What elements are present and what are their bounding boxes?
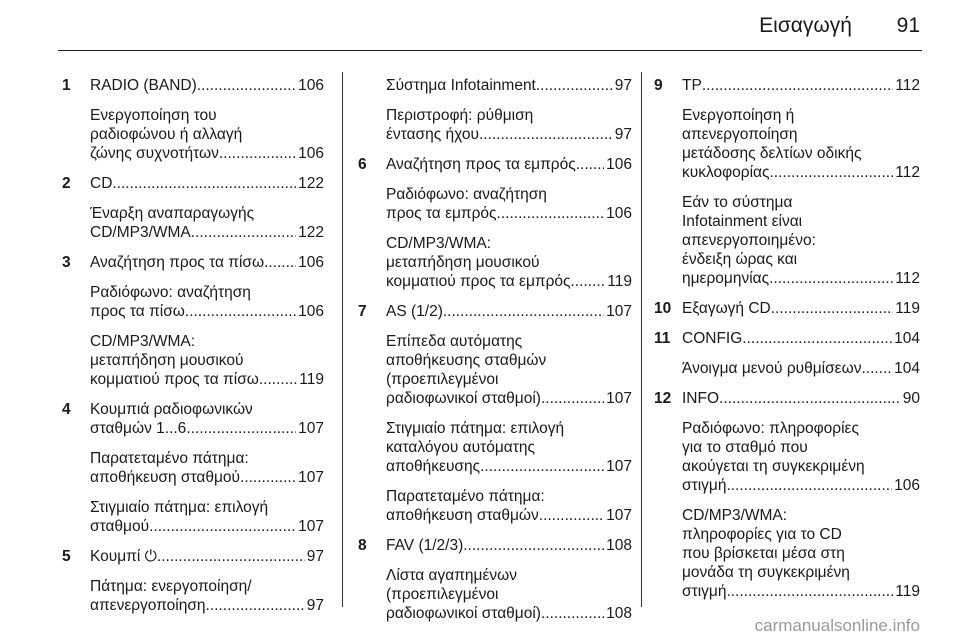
entry-text-line: Παρατεταμένο πάτημα: xyxy=(90,450,249,467)
dot-leader xyxy=(479,125,613,144)
entry-page-ref[interactable] xyxy=(386,457,632,476)
entry-label: αποθήκευση σταθμών xyxy=(386,507,539,524)
entry-text-line: ακούγεται τη συγκεκριμένη xyxy=(682,458,865,475)
entry-page-ref[interactable] xyxy=(386,272,632,291)
entry-page-ref[interactable] xyxy=(386,536,632,555)
entry-text-line: μεταπήδηση μουσικού xyxy=(90,352,244,369)
entry-page-number: 107 xyxy=(298,518,324,535)
entry-label: FAV (1/2/3) xyxy=(386,537,464,554)
page-number: 91 xyxy=(896,14,920,37)
dot-leader xyxy=(571,272,606,291)
dot-leader xyxy=(157,547,305,566)
entry-number: 7 xyxy=(358,303,367,320)
entry-text-line: Επίπεδα αυτόματης xyxy=(386,333,523,350)
entry-page-number: 112 xyxy=(895,77,920,94)
entry-label: ζώνης συχνοτήτων xyxy=(90,145,219,162)
entry-label: αποθήκευση σταθμού xyxy=(90,469,241,486)
header-rule xyxy=(58,50,922,51)
entry-page-number: 97 xyxy=(614,126,632,143)
column-2 xyxy=(358,76,632,634)
entry-page-ref[interactable] xyxy=(386,302,632,321)
entry-label: σταθμού xyxy=(90,518,150,535)
entry-page-number: 106 xyxy=(298,303,324,320)
index-entry xyxy=(358,155,632,174)
index-entry xyxy=(358,76,632,95)
index-entry xyxy=(654,389,920,408)
entry-text-line: μετάδοσης δελτίων οδικής xyxy=(682,145,862,162)
index-entry xyxy=(62,174,324,193)
entry-page-ref[interactable] xyxy=(386,155,632,174)
index-entry xyxy=(654,299,920,318)
dot-leader xyxy=(219,144,296,163)
entry-text-line: πληροφορίες για το CD xyxy=(682,526,842,543)
entry-page-ref[interactable] xyxy=(682,389,920,408)
entry-page-ref[interactable] xyxy=(90,517,324,536)
entry-text-line: που βρίσκεται μέσα στη xyxy=(682,545,845,562)
dot-leader xyxy=(541,389,604,408)
entry-text-line: Περιστροφή: ρύθμιση xyxy=(386,107,534,124)
entry-text-line: Πάτημα: ενεργοποίηση/ xyxy=(90,578,252,595)
entry-page-number: 108 xyxy=(606,537,632,554)
dot-leader xyxy=(702,76,893,95)
entry-page-ref[interactable] xyxy=(386,125,632,144)
entry-label: Αναζήτηση προς τα πίσω xyxy=(90,254,265,271)
entry-text-line: αποθήκευσης σταθμών xyxy=(386,352,547,369)
entry-text-line: για το σταθμό που xyxy=(682,439,808,456)
dot-leader xyxy=(191,223,296,242)
index-entry xyxy=(654,506,920,601)
entry-text-line: (προεπιλεγμένοι xyxy=(386,586,499,603)
entry-number: 9 xyxy=(654,77,663,94)
index-entry xyxy=(654,106,920,182)
index-entry xyxy=(358,566,632,623)
entry-text-line: Εάν το σύστημα xyxy=(682,194,793,211)
dot-leader xyxy=(112,174,296,193)
entry-number: 1 xyxy=(62,77,71,94)
entry-text-line: Ενεργοποίηση ή xyxy=(682,107,795,124)
index-entry xyxy=(358,487,632,525)
entry-page-number: 119 xyxy=(895,583,920,600)
entry-page-number: 97 xyxy=(306,548,324,565)
entry-label: TP xyxy=(682,77,702,94)
entry-number: 6 xyxy=(358,156,367,173)
entry-number: 5 xyxy=(62,548,71,565)
index-entry xyxy=(62,253,324,272)
entry-text-line: CD/MP3/WMA: xyxy=(682,507,788,524)
entry-label: ημερομηνίας xyxy=(682,270,770,287)
entry-page-number: 97 xyxy=(306,597,324,614)
entry-page-ref[interactable] xyxy=(90,223,324,242)
entry-text-line: CD/MP3/WMA: xyxy=(90,333,196,350)
entry-label: έντασης ήχου xyxy=(386,126,479,143)
entry-label: προς τα εμπρός xyxy=(386,205,497,222)
watermark: carmanualsonline.info xyxy=(754,616,920,635)
dot-leader xyxy=(726,476,892,495)
entry-page-ref[interactable] xyxy=(90,76,324,95)
entry-page-ref[interactable] xyxy=(90,144,324,163)
index-entry xyxy=(62,106,324,163)
dot-leader xyxy=(186,419,296,438)
entry-text-line: Ραδιόφωνο: αναζήτηση xyxy=(386,186,547,203)
column-3 xyxy=(654,76,920,612)
entry-page-ref[interactable] xyxy=(90,370,324,389)
entry-page-number: 104 xyxy=(894,360,920,377)
entry-page-ref[interactable] xyxy=(682,329,920,348)
entry-page-number: 107 xyxy=(606,303,632,320)
entry-page-number: 119 xyxy=(895,300,920,317)
entry-text-line: (προεπιλεγμένοι xyxy=(386,371,499,388)
entry-page-number: 106 xyxy=(298,77,324,94)
index-entry xyxy=(62,400,324,438)
entry-number: 11 xyxy=(654,330,671,347)
entry-page-number: 106 xyxy=(298,145,324,162)
index-entry xyxy=(654,419,920,495)
dot-leader xyxy=(497,204,605,223)
entry-page-ref[interactable] xyxy=(682,299,920,318)
dot-leader xyxy=(264,253,296,272)
entry-page-ref[interactable] xyxy=(386,604,632,623)
dot-leader xyxy=(149,517,296,536)
dot-leader xyxy=(769,269,893,288)
entry-number: 10 xyxy=(654,300,672,317)
entry-number: 8 xyxy=(358,537,367,554)
entry-page-number: 119 xyxy=(299,371,324,388)
entry-label: προς τα πίσω xyxy=(90,303,185,320)
index-entry xyxy=(358,332,632,408)
entry-number: 2 xyxy=(62,175,71,192)
entry-page-ref[interactable] xyxy=(682,76,920,95)
entry-page-ref[interactable] xyxy=(90,596,324,615)
index-entry xyxy=(62,283,324,321)
entry-text-line: ραδιοφώνου ή αλλαγή xyxy=(90,126,243,143)
entry-label: απενεργοποίηση xyxy=(90,597,206,614)
entry-page-number: 119 xyxy=(607,273,632,290)
entry-label: INFO xyxy=(682,390,720,407)
entry-page-number: 106 xyxy=(606,156,632,173)
entry-page-number: 122 xyxy=(298,224,324,241)
entry-text-line: Λίστα αγαπημένων xyxy=(386,567,517,584)
index-entry xyxy=(358,185,632,223)
index-entry xyxy=(62,577,324,615)
index-entry xyxy=(654,329,920,348)
entry-text-line: Κουμπιά ραδιοφωνικών xyxy=(90,401,253,418)
index-entry xyxy=(62,76,324,95)
entry-number: 3 xyxy=(62,254,71,271)
entry-label: στιγμή xyxy=(682,477,727,494)
entry-text-line: Στιγμιαίο πάτημα: επιλογή xyxy=(386,420,565,437)
index-entry xyxy=(62,449,324,487)
entry-page-ref[interactable] xyxy=(682,476,920,495)
entry-label: κομματιού προς τα πίσω xyxy=(90,371,259,388)
dot-leader xyxy=(206,596,305,615)
index-entry xyxy=(358,106,632,144)
entry-page-ref[interactable] xyxy=(90,253,324,272)
dot-leader xyxy=(576,155,604,174)
entry-text-line: απενεργοποίηση xyxy=(682,126,798,143)
entry-page-ref[interactable] xyxy=(386,204,632,223)
dot-leader xyxy=(259,370,297,389)
entry-page-number: 104 xyxy=(894,330,920,347)
dot-leader xyxy=(480,457,604,476)
entry-text-line: μεταπήδηση μουσικού xyxy=(386,254,540,271)
entry-label: CONFIG xyxy=(682,330,743,347)
entry-label: Εξαγωγή CD xyxy=(682,300,771,317)
entry-page-number: 106 xyxy=(606,205,632,222)
entry-text-line: CD/MP3/WMA: xyxy=(386,235,492,252)
entry-page-number: 108 xyxy=(606,605,632,622)
index-entry xyxy=(654,359,920,378)
column-divider xyxy=(641,72,642,607)
entry-page-number: 106 xyxy=(298,254,324,271)
entry-label: Αναζήτηση προς τα εμπρός xyxy=(386,156,576,173)
entry-page-ref[interactable] xyxy=(90,547,324,566)
dot-leader xyxy=(771,299,894,318)
entry-label: CD xyxy=(90,175,113,192)
dot-leader xyxy=(719,389,901,408)
entry-text-line: Ενεργοποίηση του xyxy=(90,107,217,124)
page-title: Εισαγωγή xyxy=(759,14,852,37)
entry-page-number: 112 xyxy=(895,270,920,287)
entry-label: Σύστημα Infotainment xyxy=(386,77,536,94)
entry-text-line: Έναρξη αναπαραγωγής xyxy=(90,205,255,222)
entry-page-ref[interactable] xyxy=(386,76,632,95)
dot-leader xyxy=(536,76,613,95)
column-divider xyxy=(342,72,343,607)
index-entry xyxy=(654,193,920,288)
dot-leader xyxy=(443,302,604,321)
entry-page-number: 106 xyxy=(894,477,920,494)
entry-label: Κουμπί ⏻ xyxy=(90,548,157,565)
entry-page-ref[interactable] xyxy=(90,174,324,193)
index-entry xyxy=(358,419,632,476)
entry-page-ref[interactable] xyxy=(386,389,632,408)
entry-page-number: 107 xyxy=(298,469,324,486)
index-entry xyxy=(358,536,632,555)
entry-label: ραδιοφωνικοί σταθμοί) xyxy=(386,605,541,622)
entry-page-ref[interactable] xyxy=(682,163,920,182)
entry-page-number: 107 xyxy=(606,390,632,407)
entry-label: Άνοιγμα μενού ρυθμίσεων xyxy=(682,360,862,377)
entry-number: 12 xyxy=(654,390,672,407)
dot-leader xyxy=(197,76,296,95)
entry-page-ref[interactable] xyxy=(90,419,324,438)
dot-leader xyxy=(742,329,892,348)
entry-page-ref[interactable] xyxy=(90,468,324,487)
dot-leader xyxy=(463,536,604,555)
dot-leader xyxy=(541,604,604,623)
entry-page-number: 122 xyxy=(298,175,324,192)
index-entry xyxy=(62,204,324,242)
entry-text-line: καταλόγου αυτόματης xyxy=(386,439,535,456)
entry-text-line: απενεργοποιημένο: xyxy=(682,232,816,249)
entry-page-ref[interactable] xyxy=(682,359,920,378)
entry-label: CD/MP3/WMA xyxy=(90,224,191,241)
dot-leader xyxy=(539,506,604,525)
entry-page-number: 107 xyxy=(606,458,632,475)
entry-number: 4 xyxy=(62,401,71,418)
dot-leader xyxy=(726,582,893,601)
entry-label: RADIO (BAND) xyxy=(90,77,197,94)
entry-text-line: Παρατεταμένο πάτημα: xyxy=(386,488,545,505)
index-entry xyxy=(654,76,920,95)
entry-page-ref[interactable] xyxy=(90,302,324,321)
entry-page-number: 90 xyxy=(902,390,920,407)
entry-page-number: 107 xyxy=(298,420,324,437)
entry-text-line: Ραδιόφωνο: αναζήτηση xyxy=(90,284,251,301)
entry-page-ref[interactable] xyxy=(682,582,920,601)
index-entry xyxy=(62,498,324,536)
dot-leader xyxy=(769,163,893,182)
entry-label: κυκλοφορίας xyxy=(682,164,770,181)
column-1 xyxy=(62,76,324,626)
entry-page-number: 107 xyxy=(606,507,632,524)
entry-text-line: Ραδιόφωνο: πληροφορίες xyxy=(682,420,859,437)
dot-leader xyxy=(861,359,892,378)
index-entry xyxy=(62,547,324,566)
index-entry xyxy=(62,332,324,389)
entry-label: στιγμή xyxy=(682,583,727,600)
page-header xyxy=(0,0,960,48)
entry-text-line: Στιγμιαίο πάτημα: επιλογή xyxy=(90,499,269,516)
index-entry xyxy=(358,234,632,291)
dot-leader xyxy=(240,468,296,487)
entry-page-ref[interactable] xyxy=(682,269,920,288)
entry-text-line: Infotainment είναι xyxy=(682,213,803,230)
entry-label: σταθμών 1...6 xyxy=(90,420,187,437)
entry-label: ραδιοφωνικοί σταθμοί) xyxy=(386,390,541,407)
index-entry xyxy=(358,302,632,321)
dot-leader xyxy=(185,302,296,321)
entry-label: αποθήκευσης xyxy=(386,458,481,475)
entry-text-line: μονάδα τη συγκεκριμένη xyxy=(682,564,850,581)
entry-page-ref[interactable] xyxy=(386,506,632,525)
entry-label: κομματιού προς τα εμπρός xyxy=(386,273,571,290)
entry-page-number: 112 xyxy=(895,164,920,181)
entry-text-line: ένδειξη ώρας και xyxy=(682,251,798,268)
entry-page-number: 97 xyxy=(614,77,632,94)
entry-label: AS (1/2) xyxy=(386,303,443,320)
